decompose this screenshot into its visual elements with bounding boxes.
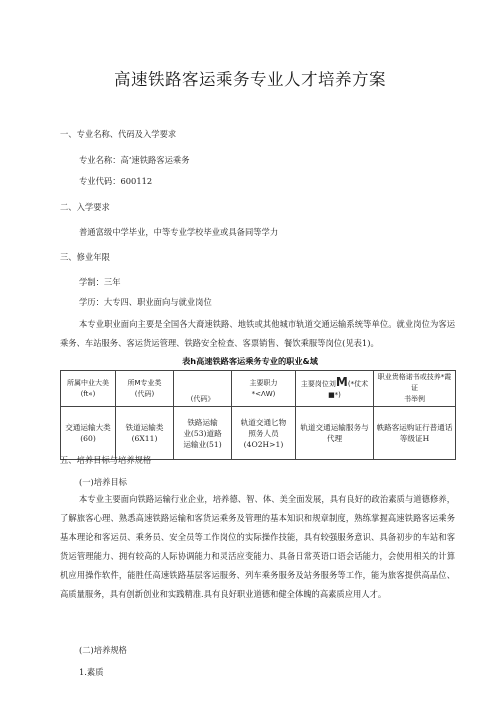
header-cell-text: 主要岗位刘 — [300, 379, 336, 388]
table-cell — [232, 407, 296, 460]
cell-text: (6X11) — [131, 434, 158, 443]
cell-text: 代理 — [326, 434, 343, 443]
career-field-table — [60, 370, 456, 460]
header-cell — [296, 371, 374, 407]
table-header-row — [61, 371, 456, 407]
table-cell — [61, 407, 116, 460]
table-cell — [116, 407, 174, 460]
table-cell — [296, 407, 374, 460]
cell-text: 业(53)道路 — [183, 428, 222, 438]
header-cell-text: *<ΛW) — [251, 389, 276, 398]
major-name-line: 专业名称：高‘速铁路客运乘务 — [79, 155, 190, 165]
header-cell-text: 所属中业大美 — [67, 378, 109, 387]
cell-text: 轨道交通匕物 — [240, 417, 287, 427]
cell-text: 照务人员 — [248, 428, 279, 438]
cell-text: 运输业(51) — [183, 439, 222, 449]
degree-line: 学历：大专四、职业面向与就业岗位 — [79, 297, 212, 307]
table-caption: 表h高速铁路客运乘务专业的职业&域 — [182, 356, 318, 366]
career-orientation-paragraph: 本专业职业面向主要是全国各大裔速铁路、地铁或其他城市轨道交通运输系统等单位。就业岗位为客运乘务、车站服务、客运货运管理、铁路安全检查、客票销售、餐饮乘服等岗位(见表1)。 — [60, 319, 455, 348]
cell-text: 交通运输大类 — [65, 423, 111, 432]
admission-requirement-text: 普通富级中学毕业，中等专业学校毕业或具备同等学力 — [79, 227, 279, 237]
header-cell-text: 书举例 — [404, 395, 425, 403]
cell-text: 铁路运输 — [187, 417, 218, 427]
item-quality: 1.素质 — [79, 667, 104, 677]
header-cell-text: (*仗术 — [347, 379, 369, 388]
section-heading-major: 一、专业名称、代码及入学要求 — [60, 129, 177, 139]
header-cell — [61, 371, 116, 407]
header-cell-text: (代码》 — [190, 395, 215, 403]
header-cell-text: 所M专业类 — [127, 378, 162, 387]
cell-text: 轨道交通运输服务与 — [300, 423, 369, 432]
table-row — [61, 407, 456, 460]
duration-years-line: 学制：三年 — [79, 277, 121, 287]
header-cell-text: (代码) — [134, 389, 155, 398]
header-cell-text: 职业贵格诺书或技养*霞证 — [377, 373, 452, 392]
header-cell-text: (ft«) — [80, 389, 96, 398]
header-cell — [116, 371, 174, 407]
section-heading-objectives: 五、培养目标与培养规格 — [60, 455, 152, 465]
subheading-training-specs: (二)培养规格 — [79, 645, 127, 655]
header-cell-text: ■*) — [328, 390, 341, 399]
header-cell — [374, 371, 456, 407]
table-cell — [374, 407, 456, 460]
section-heading-admission: 二、入学要求 — [60, 202, 110, 212]
training-goal-paragraph: 本专业主要面向铁路运输行业企业，培养德、智、体、美全面发展，具有良好的政治素质与道德修养，了解旅客心理、熟悉高速铁路运输和客货运乘务及管理的基本知识和规章制度，熟练掌握高速铁路客运乘务基本理论和客运员、乘务员、安全员等工作岗位的实际操作技能，具有较强服务意识、具备初步的车站和客货运管理能力、拥有较高的人际协调能力和灵活应变能力、具备日常英语口语会话能力，会使用相关的计算机应用操作软件，能胜任高速铁路基层客运服务、列车乘务服务及站务服务等工作，能为旅客提供高品位、高质量服务，具有创新创业和实践精准.具有良好职业道德和健全体魄的高素质应用人才。 — [60, 494, 455, 599]
cell-text: 铁道运输类 — [125, 423, 164, 432]
section-heading-duration: 三、修业年限 — [60, 252, 110, 262]
document-title: 高速铁路客运乘务专业人才培养方案 — [114, 70, 386, 89]
cell-text: (4O2H>1) — [243, 439, 284, 449]
cell-text: (60) — [80, 434, 96, 443]
major-code-line: 专业代码：600112 — [79, 176, 153, 186]
header-cell-text-group — [298, 374, 371, 390]
table-cell — [174, 407, 232, 460]
header-cell — [232, 371, 296, 407]
header-cell-text: M — [335, 374, 348, 389]
header-cell — [174, 371, 232, 407]
cell-text: 帙路客运购证行普通话 — [376, 423, 453, 432]
subheading-training-goal: (一)培养目标 — [79, 477, 127, 487]
header-cell-text: 主要职力 — [249, 378, 278, 387]
cell-text: 等级证H — [399, 434, 430, 443]
